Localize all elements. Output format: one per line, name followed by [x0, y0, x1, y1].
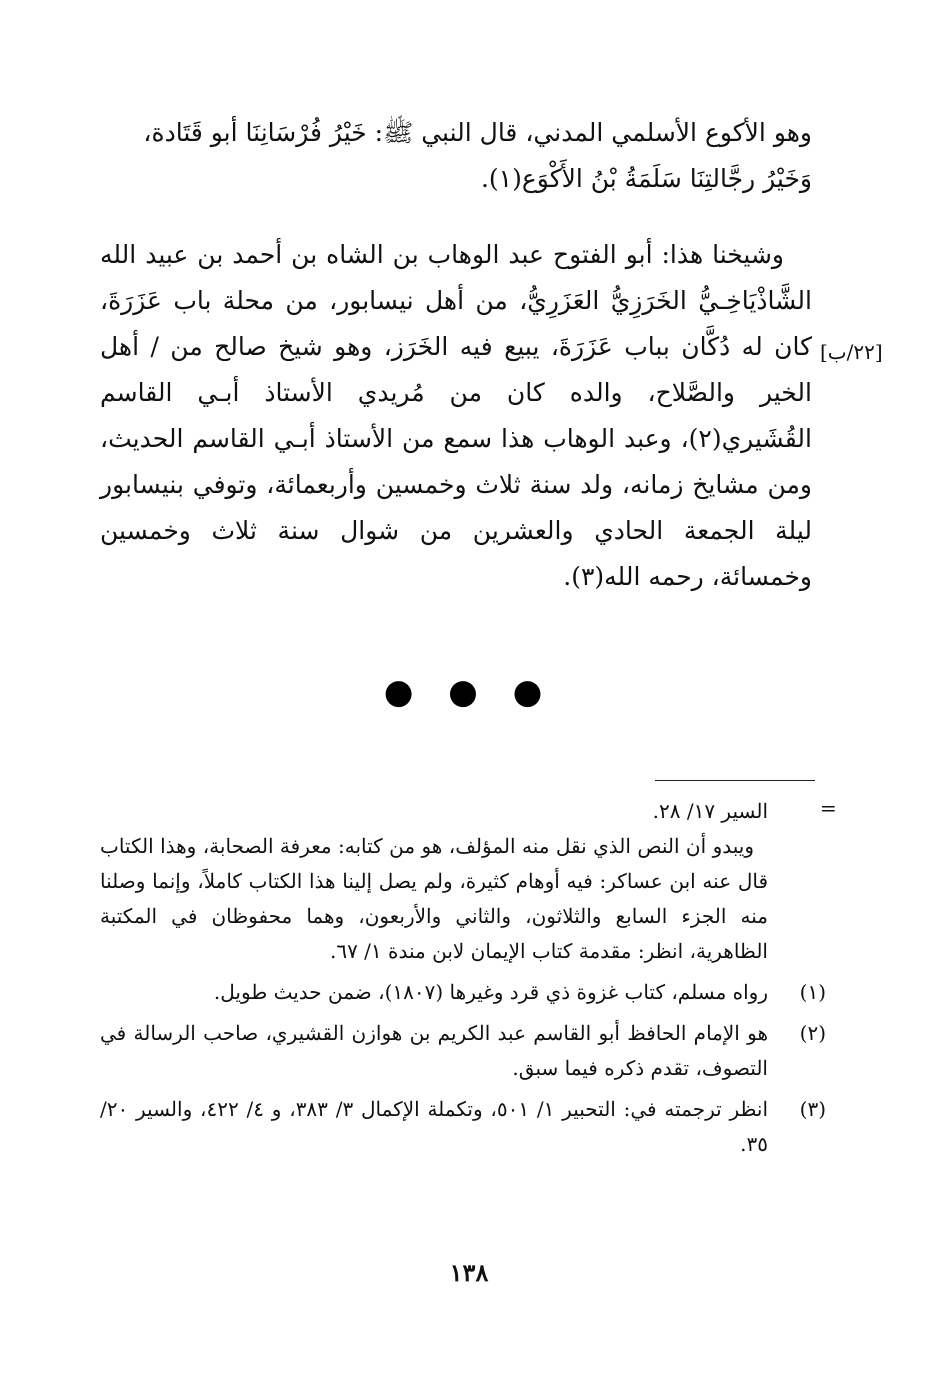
footnote-text: هو الإمام الحافظ أبو القاسم عبد الكريم بن هوازن القشيري، صاحب الرسالة في التصوف، تقدم ذكره فيما سبق.	[100, 1021, 768, 1080]
paragraph-2	[100, 232, 812, 600]
text-line: وعبد الوهاب هذا سمع من الأستاذ أبـي القاسم الحديث، ومن مشايخ	[100, 424, 812, 499]
text-line: له دُكَّان بباب عَزَرَةَ، يبيع فيه الخَرَز، وهو شيخ صالح من / أهل الخير	[100, 332, 812, 407]
footnote-line: ويبدو أن النص الذي نقل منه المؤلف، هو من كتابه: معرفة الصحابة، وهذا الكتاب قال عنه ابن عساكر: فيه أوهام كثيرة، ولم يصل إلينا هذا الكتاب كاملاً، وإنما وصلنا منه الجزء السابع والثلاثون، والثاني والأربعون، وهما محفوظان في المكتبة الظاهرية، انظر: مقدمة كتاب الإيمان لابن مندة ١/ ٦٧.	[100, 834, 769, 963]
footnote-continuation-mark: =	[820, 796, 837, 820]
text-line: زمانه، ولد سنة ثلاث وخمسين وأربعمائة، وتوفي بنيسابور ليلة الجمعة	[100, 470, 812, 545]
footnote-line: السير ١٧/ ٢٨.	[652, 799, 768, 823]
paragraph-1	[100, 110, 812, 202]
page-number: ١٣٨	[449, 1258, 489, 1287]
footnote-number: (١)	[799, 980, 826, 1004]
text-line: وشيخنا هذا: أبو الفتوح عبد الوهاب بن الشاه بن أحمد بن عبيد الله	[100, 240, 784, 269]
footnotes	[100, 794, 826, 1168]
footnote-text: انظر ترجمته في: التحبير ١/ ٥٠١، وتكملة الإكمال ٣/ ٣٨٣، و ٤/ ٤٢٢، والسير ٢٠/ ٣٥.	[100, 1097, 769, 1156]
footnote-2	[100, 1016, 826, 1086]
text-line: وهو الأكوع الأسلمي المدني، قال النبي ﷺ: خَيْرُ فُرْسَانِنَا أبو قَتَادة،	[143, 118, 812, 147]
text-line: وَخَيْرُ رجَّالتِنَا سَلَمَةُ بْنُ الأَكْوَع(١).	[480, 164, 812, 193]
footnote-number: (٣)	[799, 1097, 826, 1121]
main-text	[100, 110, 812, 630]
footnote-continuation	[100, 794, 768, 969]
text-line: الشَّاذْيَاخِـيُّ الخَرَزِيُّ العَزَرِيُّ، من أهل نيسابور، من محلة باب عَزَرَةَ، كان	[100, 286, 812, 361]
footnote-divider	[655, 780, 815, 781]
footnote-text: رواه مسلم، كتاب غزوة ذي قرد وغيرها (١٨٠٧)، ضمن حديث طويل.	[213, 980, 768, 1004]
footnote-number: (٢)	[799, 1021, 826, 1045]
footnote-1	[100, 975, 826, 1010]
text-line: الحادي والعشرين من شوال سنة ثلاث وخمسين وخمسائة، رحمه الله(٣).	[100, 516, 812, 591]
text-line: والصَّلاح، والده كان من مُريدي الأستاذ أبـي القاسم القُشَيري(٢)،	[100, 378, 812, 453]
section-separator: ● ● ●	[383, 672, 555, 712]
footnote-3	[100, 1092, 826, 1162]
manuscript-folio-reference: [٢٢/ب]	[820, 340, 883, 364]
